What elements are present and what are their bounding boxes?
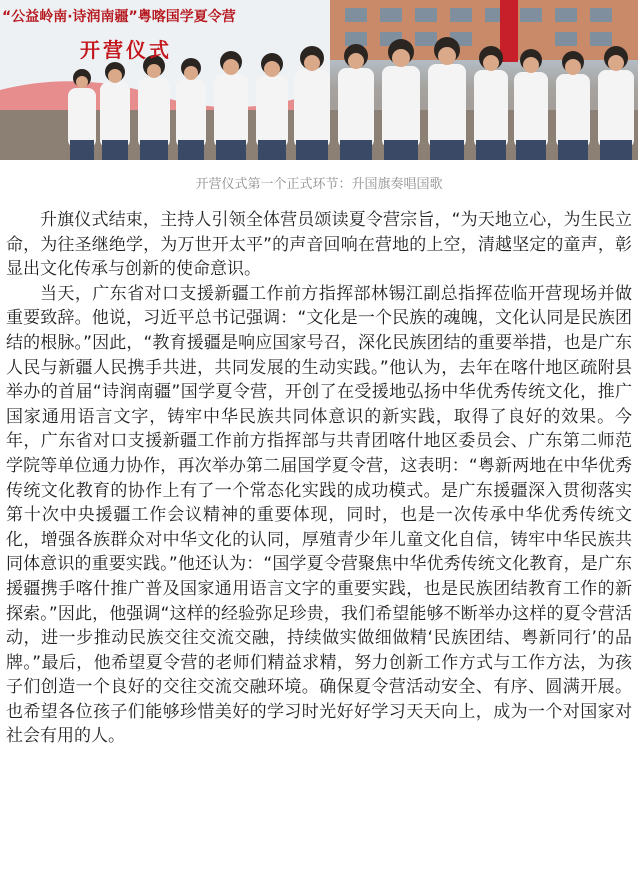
article-body xyxy=(0,208,638,749)
paragraph: 当天，广东省对口支援新疆工作前方指挥部林锡江副总指挥莅临开营现场并做重要致辞。他说，习近平总书记强调：“文化是一个民族的魂魄，文化认同是民族团结的根脉。”因此，“教育援疆是响应国家号召，深化民族团结的重要举措，也是广东人民与新疆人民携手共进，共同发展的生动实践。”他认为，去年在喀什地区疏附县举办的首届“诗润南疆”国学夏令营，开创了在受援地弘扬中华优秀传统文化，推广国家通用语言文字，铸牢中华民族共同体意识的新实践，取得了良好的效果。今年，广东省对口支援新疆工作前方指挥部与共青团喀什地区委员会、广东第二师范学院等单位通力协作，再次举办第二届国学夏令营，这表明：“粤新两地在中华优秀传统文化教育的协作上有了一个常态化实践的成功模式。是广东援疆深入贯彻落实第十次中央援疆工作会议精神的重要体现，同时，也是一次传承中华优秀传统文化，增强各族群众对中华文化的认同，厚殖青少年儿童文化自信，铸牢中华民族共同体意识的重要实践。”他还认为：“国学夏令营聚焦中华优秀传统文化教育，是广东援疆携手喀什推广普及国家通用语言文字的重要实践，也是民族团结教育工作的新探索。”因此，他强调“这样的经验弥足珍贵，我们希望能够不断举办这样的夏令营活动，进一步推动民族交往交流交融，持续做实做细做精‘民族团结、粤新同行’的品牌。”最后，他希望夏令营的老师们精益求精，努力创新工作方式与工作方法，为孩子们创造一个良好的交往交流交融环境。确保夏令营活动安全、有序、圆满开展。也希望各位孩子们能够珍惜美好的学习时光好好学习天天向上，成为一个对国家对社会有用的人。 xyxy=(6,283,632,747)
photo-caption: 开营仪式第一个正式环节：升国旗奏唱国歌 xyxy=(195,177,443,192)
paragraph: 升旗仪式结束，主持人引领全体营员颂读夏令营宗旨，“为天地立心，为生民立命，为往圣继绝学，为万世开太平”的声音回响在营地的上空，清越坚定的童声，彰显出文化传承与创新的使命意识。 xyxy=(6,210,632,280)
red-banner xyxy=(500,0,518,62)
ceremony-photo xyxy=(0,0,638,160)
banner-title: 开营仪式 xyxy=(80,38,172,62)
banner-line: “公益岭南·诗润南疆”粤喀国学夏令营 xyxy=(2,9,236,25)
